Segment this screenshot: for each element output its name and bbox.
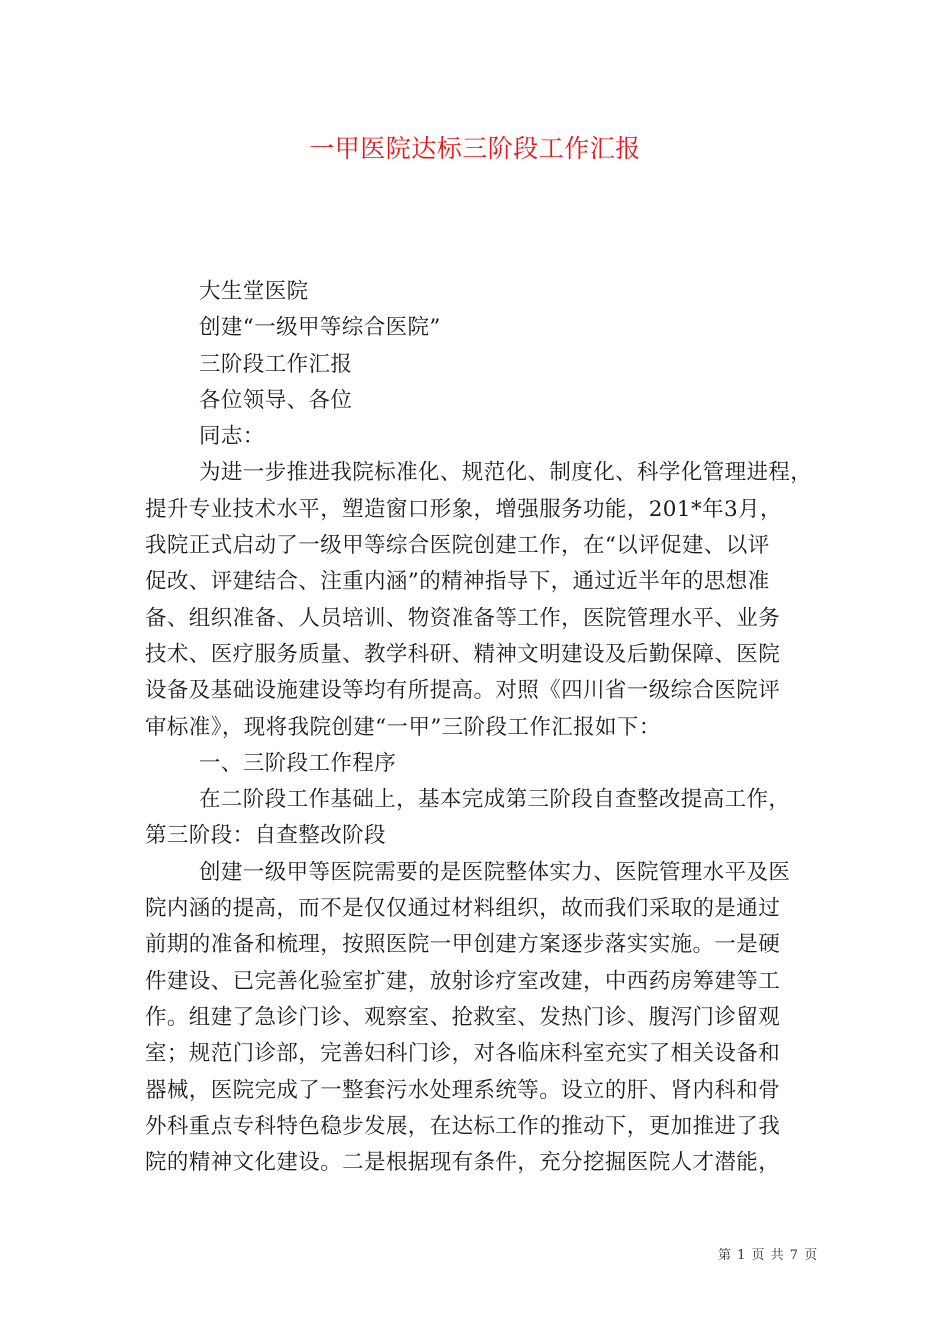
text-line: 器械，医院完成了一整套污水处理系统等。设立的肝、肾内科和骨 xyxy=(145,1077,781,1103)
document-title: 一甲医院达标三阶段工作汇报 xyxy=(309,134,641,163)
text-line: 院的精神文化建设。二是根据现有条件，充分挖掘医院人才潜能， xyxy=(145,1150,781,1176)
text-line: 前期的准备和梳理，按照医院一甲创建方案逐步落实实施。一是硬 xyxy=(145,932,781,958)
text-line: 外科重点专科特色稳步发展，在达标工作的推动下，更加推进了我 xyxy=(145,1113,781,1139)
text-line: 在二阶段工作基础上，基本完成第三阶段自查整改提高工作， xyxy=(199,787,791,813)
text-line: 审标准》，现将我院创建“一甲”三阶段工作汇报如下： xyxy=(145,714,661,740)
text-line: 设备及基础设施建设等均有所提高。对照《四川省一级综合医院评 xyxy=(145,678,781,704)
text-line: 技术、医疗服务质量、教学科研、精神文明建设及后勤保障、医院 xyxy=(145,641,781,667)
text-line: 作。组建了急诊门诊、观察室、抢救室、发热门诊、腹泻门诊留观 xyxy=(145,1004,781,1030)
text-line: 备、组织准备、人员培训、物资准备等工作，医院管理水平、业务 xyxy=(145,605,781,631)
text-line: 创建一级甲等医院需要的是医院整体实力、医院管理水平及医 xyxy=(199,859,791,885)
text-line: 为进一步推进我院标准化、规范化、制度化、科学化管理进程， xyxy=(199,460,813,486)
text-line: 三阶段工作汇报 xyxy=(199,351,353,377)
text-line: 同志： xyxy=(199,424,265,450)
text-line: 促改、评建结合、注重内涵”的精神指导下，通过近半年的思想准 xyxy=(145,569,770,595)
section-heading: 一、三阶段工作程序 xyxy=(199,750,397,776)
text-line: 第三阶段：自查整改阶段 xyxy=(145,823,386,849)
text-line: 院内涵的提高，而不是仅仅通过材料组织，故而我们采取的是通过 xyxy=(145,896,781,922)
text-line: 我院正式启动了一级甲等综合医院创建工作，在“以评促建、以评 xyxy=(145,533,770,559)
text-line: 各位领导、各位 xyxy=(199,387,353,413)
page-indicator: 第 1 页 共 7 页 xyxy=(718,1248,819,1263)
text-line: 创建“一级甲等综合医院” xyxy=(199,315,441,341)
document-body xyxy=(145,274,811,1181)
text-line: 室；规范门诊部，完善妇科门诊，对各临床科室充实了相关设备和 xyxy=(145,1041,781,1067)
text-line: 提升专业技术水平，塑造窗口形象，增强服务功能，201*年3月， xyxy=(145,496,782,522)
text-line: 件建设、已完善化验室扩建，放射诊疗室改建，中西药房筹建等工 xyxy=(145,968,781,994)
text-line: 大生堂医院 xyxy=(199,279,309,304)
